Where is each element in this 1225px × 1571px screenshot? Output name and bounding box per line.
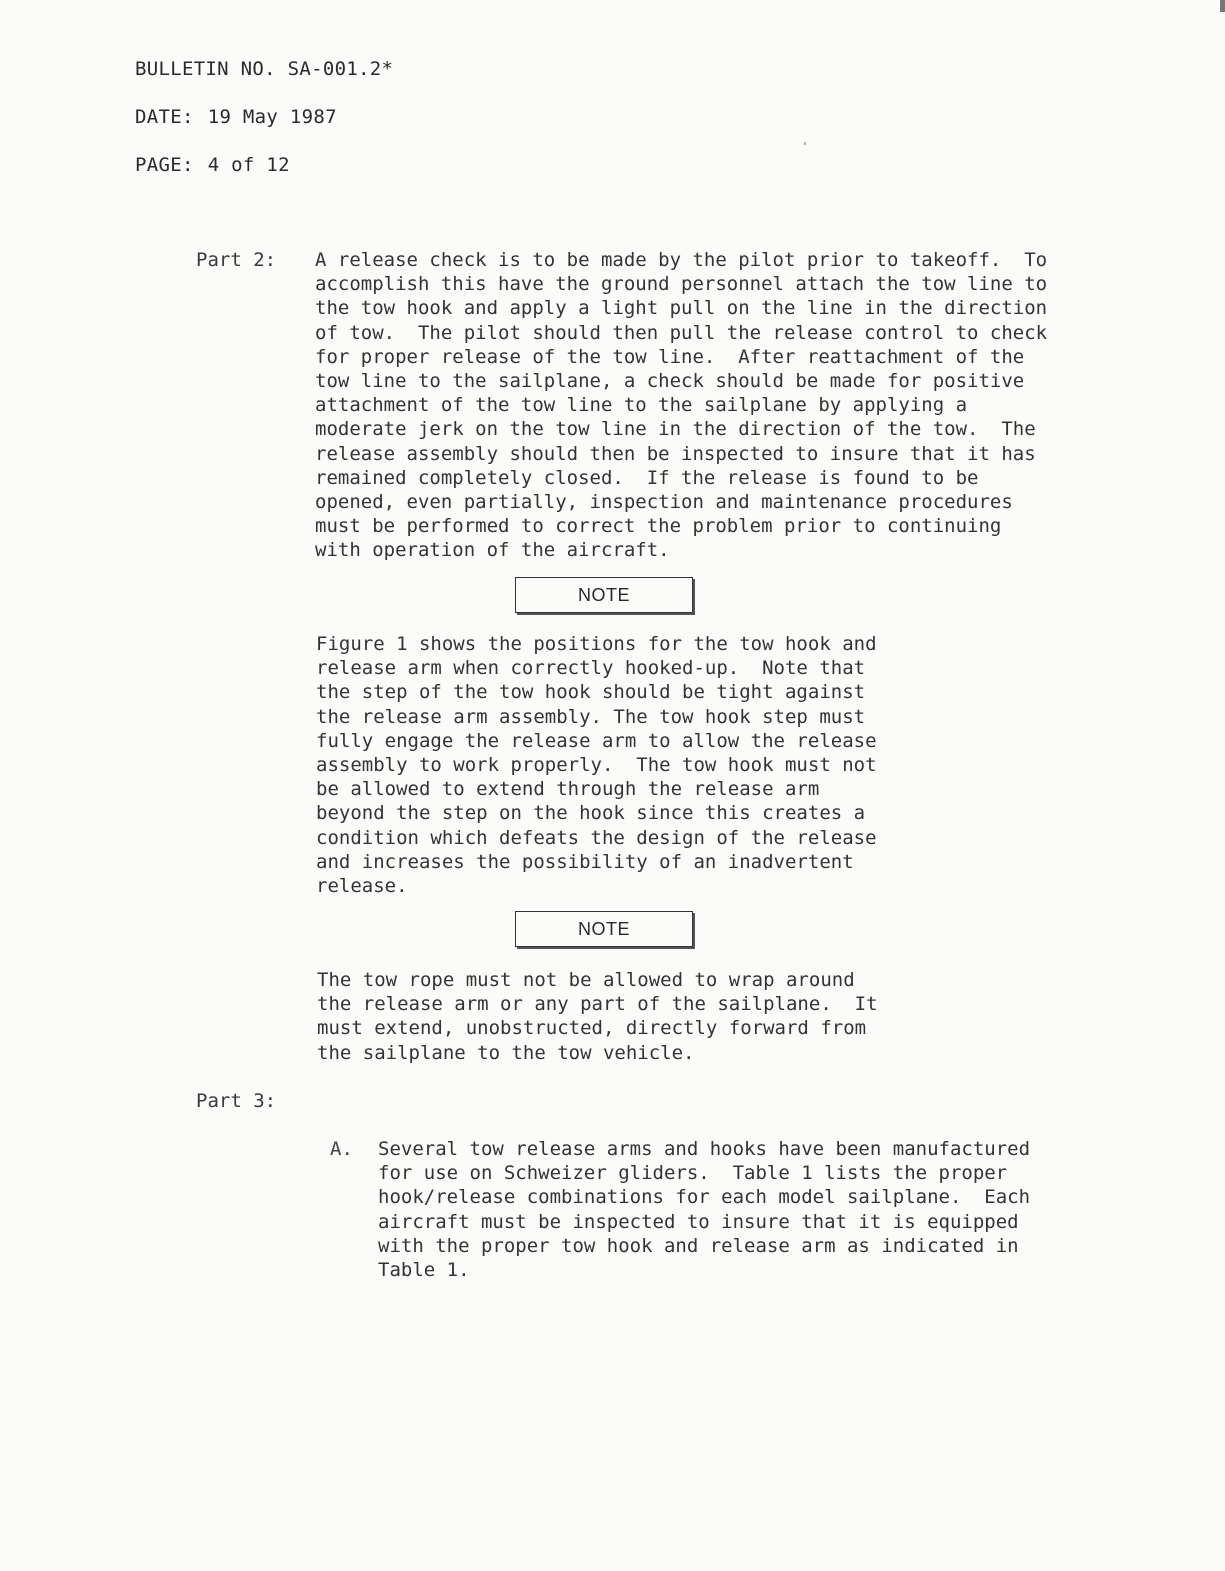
part3-label: Part 3: — [196, 1090, 277, 1112]
text-line: opened, even partially, inspection and maintenance procedures — [315, 491, 1013, 514]
page-value: 4 of 12 — [207, 154, 290, 176]
text-line: with the proper tow hook and release arm as indicated in — [378, 1234, 1019, 1257]
note1-paragraph — [316, 632, 877, 898]
text-line: accomplish this have the ground personnel attach the tow line to — [315, 273, 1048, 296]
bulletin-number: SA-001.2* — [287, 58, 394, 80]
scan-edge-mark — [1220, 0, 1225, 12]
text-line: aircraft must be inspected to insure that it is equipped — [378, 1210, 1019, 1233]
text-line: fully engage the release arm to allow the release — [316, 729, 877, 752]
part2-label: Part 2: — [196, 249, 277, 271]
text-line: hook/release combinations for each model sailplane. Each — [378, 1186, 1031, 1209]
text-line: the step of the tow hook should be tight against — [316, 681, 866, 704]
text-line: assembly to work properly. The tow hook must not — [316, 754, 877, 777]
text-line: Table 1. — [378, 1259, 470, 1282]
text-line: the sailplane to the tow vehicle. — [317, 1041, 695, 1064]
text-line: tow line to the sailplane, a check should be made for positive — [315, 370, 1025, 393]
scan-speck — [804, 142, 806, 145]
text-line: the release arm assembly. The tow hook step must — [316, 705, 866, 728]
bulletin-label: BULLETIN NO. — [135, 58, 276, 80]
text-line: release assembly should then be inspected to insure that it has — [315, 442, 1036, 465]
bulletin-number-line — [135, 57, 393, 81]
text-line: Several tow release arms and hooks have been manufactured — [378, 1138, 1031, 1160]
text-line: moderate jerk on the tow line in the direction of the tow. The — [315, 418, 1036, 441]
text-line: remained completely closed. If the release is found to be — [315, 466, 979, 489]
text-line: the release arm or any part of the sailplane. It — [317, 993, 878, 1016]
page-line — [135, 153, 290, 177]
text-line: The tow rope must not be allowed to wrap around — [317, 969, 855, 991]
note2-paragraph — [317, 968, 878, 1065]
text-line: for proper release of the tow line. After reattachment of the — [315, 345, 1025, 368]
text-line: release arm when correctly hooked-up. Note that — [316, 657, 866, 680]
text-line: attachment of the tow line to the sailplane by applying a — [315, 394, 968, 417]
text-line: Figure 1 shows the positions for the tow hook and — [316, 633, 877, 655]
date-label: DATE: — [135, 106, 194, 128]
note-box-2: NOTE — [515, 911, 693, 947]
text-line: beyond the step on the hook since this creates a — [316, 802, 866, 825]
text-line: must extend, unobstructed, directly forward from — [317, 1017, 867, 1040]
text-line: be allowed to extend through the release arm — [316, 778, 820, 801]
text-line: with operation of the aircraft. — [315, 539, 670, 562]
text-line: the tow hook and apply a light pull on the line in the direction — [315, 297, 1048, 320]
item-a-paragraph — [378, 1137, 1030, 1282]
text-line: release. — [316, 875, 408, 898]
item-a-letter: A. — [330, 1138, 353, 1160]
date-value: 19 May 1987 — [207, 106, 337, 128]
page-label: PAGE: — [135, 154, 194, 176]
text-line: and increases the possibility of an inadvertent — [316, 850, 854, 873]
part2-paragraph — [315, 248, 1047, 563]
text-line: A release check is to be made by the pilot prior to takeoff. To — [315, 249, 1048, 271]
note-box-1: NOTE — [515, 577, 693, 613]
date-line — [135, 105, 337, 129]
text-line: for use on Schweizer gliders. Table 1 lists the proper — [378, 1162, 1008, 1185]
text-line: condition which defeats the design of the release — [316, 826, 877, 849]
text-line: of tow. The pilot should then pull the release control to check — [315, 321, 1048, 344]
text-line: must be performed to correct the problem prior to continuing — [315, 515, 1002, 538]
